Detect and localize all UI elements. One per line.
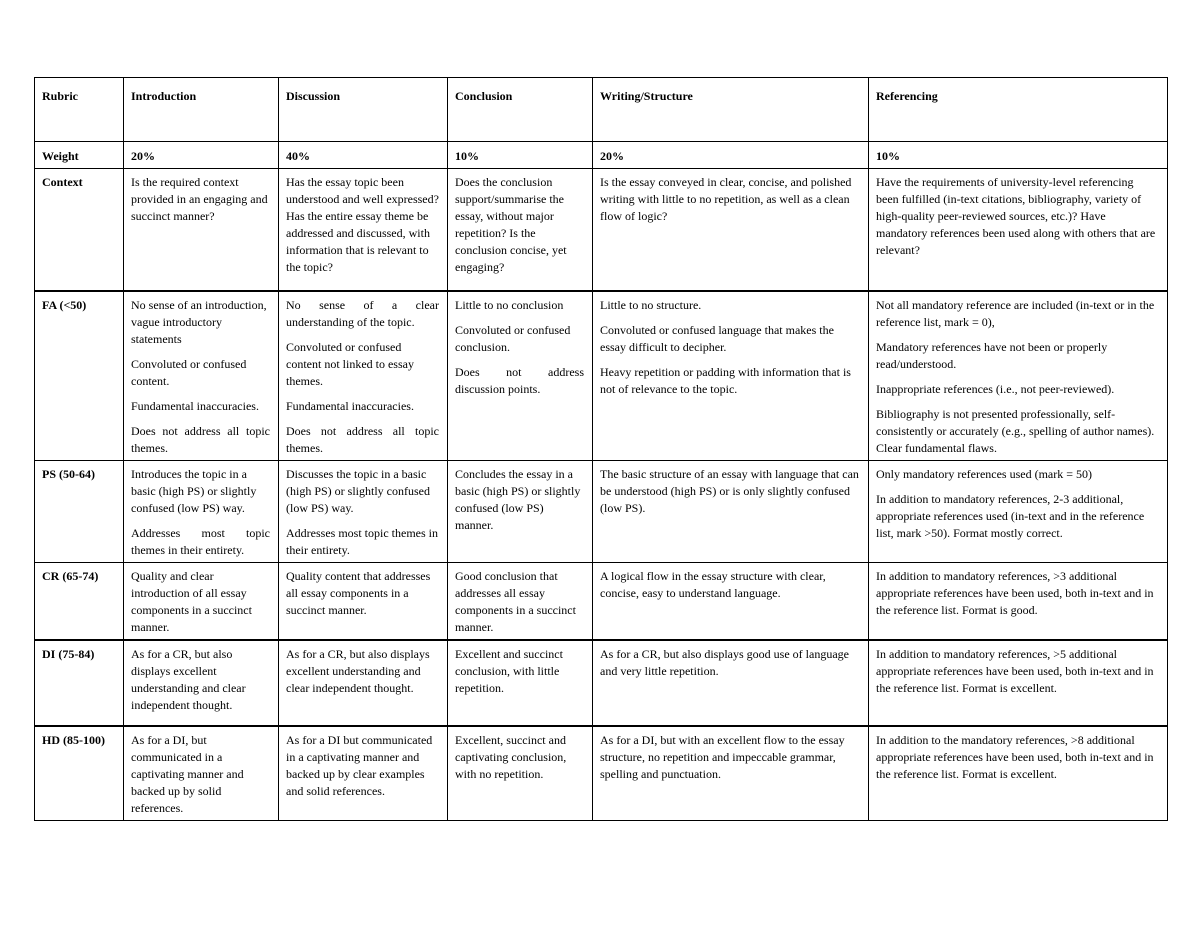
weight-referencing: 10% [869,142,1168,169]
di-conclusion: Excellent and succinct conclusion, with little repetition. [448,640,593,726]
ps-introduction-p1: Introduces the topic in a basic (high PS) or slightly confused (low PS) way. [131,467,257,515]
weight-conclusion: 10% [448,142,593,169]
fa-label: FA (<50) [35,291,124,461]
ps-discussion-p2: Addresses most topic themes in their entirety. [286,526,438,557]
ps-referencing [869,461,1168,563]
hd-referencing: In addition to the mandatory references, >8 additional appropriate references have been used, both in-text and in the reference list. Format is excellent. [869,726,1168,821]
ps-label: PS (50-64) [35,461,124,563]
di-introduction: As for a CR, but also displays excellent understanding and clear independent thought. [124,640,279,726]
header-writing-structure: Writing/Structure [593,78,869,142]
hd-introduction: As for a DI, but communicated in a captivating manner and backed up by solid references. [124,726,279,821]
ps-row [35,461,1168,563]
fa-referencing [869,291,1168,461]
ps-referencing-p1: Only mandatory references used (mark = 50) [876,467,1093,481]
ps-discussion-p1: Discusses the topic in a basic (high PS) or slightly confused (low PS) way. [286,467,430,515]
cr-row [35,563,1168,641]
context-label: Context [35,169,124,291]
header-discussion: Discussion [279,78,448,142]
fa-introduction-p4: Does not address all topic themes. [131,423,270,455]
fa-writing-p1: Little to no structure. [600,297,702,312]
fa-conclusion-p1: Little to no conclusion [455,297,564,312]
fa-row [35,291,1168,461]
ps-discussion [279,461,448,563]
context-introduction: Is the required context provided in an engaging and succinct manner? [124,169,279,291]
weight-discussion: 40% [279,142,448,169]
hd-discussion: As for a DI but communicated in a captivating manner and backed up by clear examples and solid references. [279,726,448,821]
fa-discussion-p4: Does not address all topic themes. [286,423,439,455]
header-rubric: Rubric [35,78,124,142]
fa-conclusion-p3: Does not address discussion points. [455,364,584,396]
di-referencing: In addition to mandatory references, >5 additional appropriate references have been used, both in-text and in the reference list. Format is excellent. [869,640,1168,726]
hd-label: HD (85-100) [35,726,124,821]
fa-referencing-p3: Inappropriate references (i.e., not peer-reviewed). [876,381,1115,396]
di-label: DI (75-84) [35,640,124,726]
cr-writing: A logical flow in the essay structure with clear, concise, easy to understand language. [593,563,869,641]
fa-introduction-p3: Fundamental inaccuracies. [131,398,259,413]
header-row [35,78,1168,142]
cr-introduction: Quality and clear introduction of all essay components in a succinct manner. [124,563,279,641]
ps-writing-p1: The basic structure of an essay with language that can be understood (high PS) or is only slightly confused (low PS). [600,467,859,515]
fa-introduction-p2: Convoluted or confused content. [131,356,247,388]
di-writing: As for a CR, but also displays good use of language and very little repetition. [593,640,869,726]
fa-discussion [279,291,448,461]
context-writing: Is the essay conveyed in clear, concise, and polished writing with little to no repetition, as well as a clean flow of logic? [593,169,869,291]
fa-discussion-p3: Fundamental inaccuracies. [286,398,414,413]
weight-writing: 20% [593,142,869,169]
fa-introduction [124,291,279,461]
hd-conclusion: Excellent, succinct and captivating conclusion, with no repetition. [448,726,593,821]
context-conclusion: Does the conclusion support/summarise the essay, without major repetition? Is the conclusion concise, yet engaging? [448,169,593,291]
fa-writing-p3: Heavy repetition or padding with information that is not of relevance to the topic. [600,364,851,396]
fa-referencing-p4: Bibliography is not presented professionally, self-consistently or accurately (e.g., spelling of author names). Clear fundamental flaws. [876,406,1155,455]
ps-referencing-p2: In addition to mandatory references, 2-3 additional, appropriate references used (in-text and in the reference list, mark >50). Format mostly correct. [876,492,1145,540]
header-conclusion: Conclusion [448,78,593,142]
fa-discussion-p2: Convoluted or confused content not linked to essay themes. [286,339,414,388]
weight-introduction: 20% [124,142,279,169]
ps-conclusion-p1: Concludes the essay in a basic (high PS) or slightly confused (low PS) manner. [455,467,581,532]
header-introduction: Introduction [124,78,279,142]
context-row [35,169,1168,291]
fa-writing [593,291,869,461]
rubric-table [34,77,1168,821]
fa-conclusion [448,291,593,461]
fa-writing-p2: Convoluted or confused language that makes the essay difficult to decipher. [600,322,834,354]
hd-writing: As for a DI, but with an excellent flow to the essay structure, no repetition and impeccable grammar, spelling and punctuation. [593,726,869,821]
context-discussion: Has the essay topic been understood and well expressed? Has the entire essay theme be addressed and discussed, with information that is relevant to the topic? [279,169,448,291]
weight-row [35,142,1168,169]
ps-introduction [124,461,279,563]
ps-introduction-p2: Addresses most topic themes in their entirety. [131,526,270,557]
ps-writing [593,461,869,563]
hd-row [35,726,1168,821]
ps-conclusion [448,461,593,563]
fa-introduction-p1: No sense of an introduction, vague introductory statements [131,297,267,346]
fa-conclusion-p2: Convoluted or confused conclusion. [455,322,571,354]
fa-referencing-p2: Mandatory references have not been or properly read/understood. [876,339,1108,371]
cr-referencing: In addition to mandatory references, >3 additional appropriate references have been used, both in-text and in the reference list. Format is good. [869,563,1168,641]
weight-label: Weight [35,142,124,169]
di-row [35,640,1168,726]
cr-discussion: Quality content that addresses all essay components in a succinct manner. [279,563,448,641]
header-referencing: Referencing [869,78,1168,142]
fa-referencing-p1: Not all mandatory reference are included (in-text or in the reference list, mark = 0), [876,297,1155,329]
cr-label: CR (65-74) [35,563,124,641]
cr-conclusion: Good conclusion that addresses all essay components in a succinct manner. [448,563,593,641]
fa-discussion-p1: No sense of a clear understanding of the topic. [286,297,439,329]
di-discussion: As for a CR, but also displays excellent understanding and clear independent thought. [279,640,448,726]
context-referencing: Have the requirements of university-level referencing been fulfilled (in-text citations, bibliography, variety of high-quality peer-reviewed sources, etc.)? Have mandatory references been used along with others that are relevant? [869,169,1168,291]
